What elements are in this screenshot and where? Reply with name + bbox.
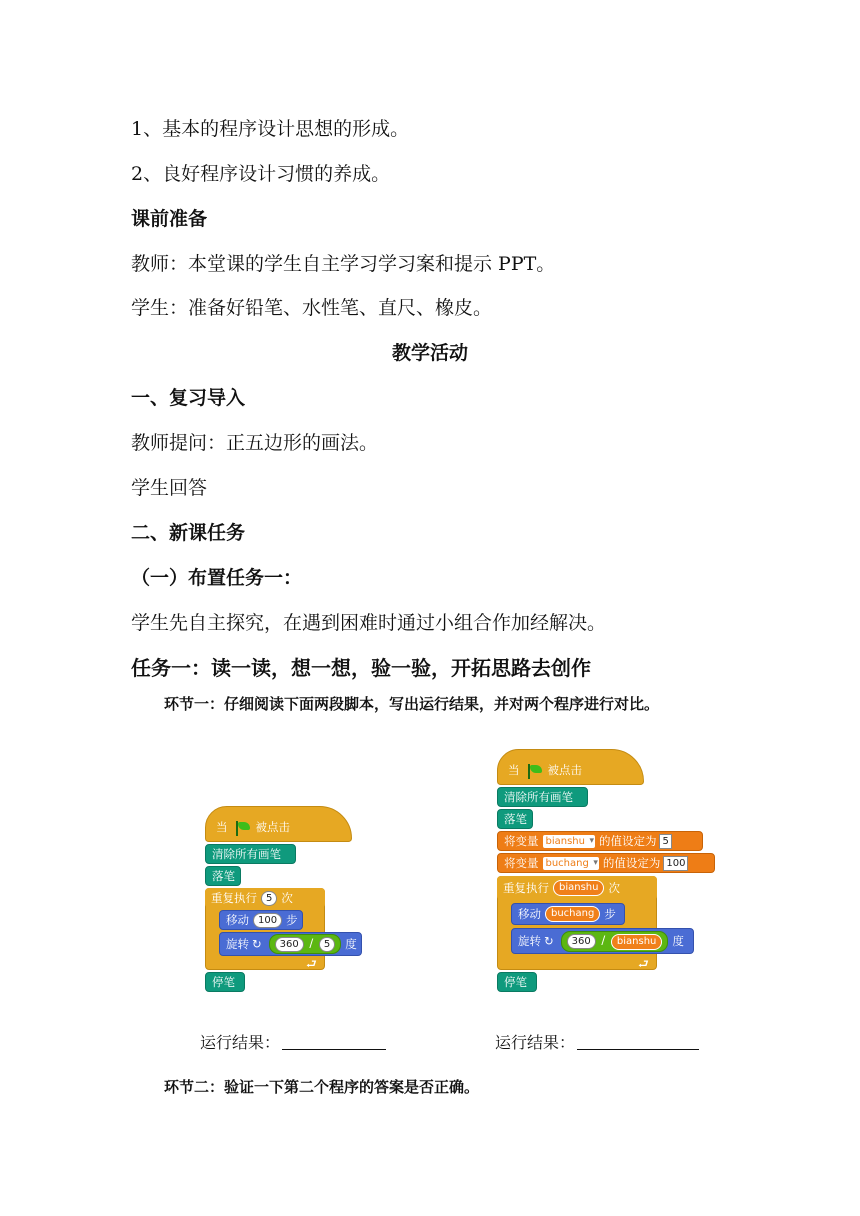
- teacher-prep: 教师：本堂课的学生自主学习学习案和提示 PPT。: [131, 253, 556, 275]
- hat-clicked-label: 被点击: [255, 820, 290, 834]
- repeat-times-label: 次: [281, 891, 293, 905]
- hat-when-label: 当: [508, 763, 520, 777]
- repeat-label: 重复执行: [211, 891, 257, 905]
- turn-block-2: [511, 928, 694, 954]
- result-2-label: 运行结果：: [495, 1033, 576, 1052]
- hat-clicked-label: 被点击: [547, 763, 582, 777]
- goal-2: 2、良好程序设计习惯的养成。: [131, 163, 391, 185]
- divide-operator: [269, 934, 342, 954]
- move-label: 移动: [518, 907, 541, 921]
- pen-up-block-2: 停笔: [497, 972, 537, 992]
- divide-sign: /: [309, 936, 314, 950]
- divide-operator-2: [561, 931, 669, 952]
- pen-down-block: 落笔: [205, 866, 241, 886]
- goal-1: 1、基本的程序设计思想的形成。: [131, 118, 410, 140]
- result-2: [495, 1030, 699, 1053]
- result-2-blank[interactable]: [577, 1037, 699, 1050]
- move-label: 移动: [226, 913, 249, 927]
- result-1-blank[interactable]: [282, 1037, 386, 1050]
- var2-dropdown: buchang ▾: [543, 857, 599, 870]
- var2-value: 100: [663, 856, 688, 871]
- turn-block: [219, 932, 362, 956]
- turn-var: bianshu: [611, 934, 662, 950]
- rotate-cw-icon: ↻: [544, 934, 554, 948]
- loop-arrow-icon: ⮐: [638, 957, 649, 971]
- steps-label: 步: [604, 907, 616, 921]
- repeat-block: [205, 888, 325, 908]
- turn-label: 旋转: [518, 934, 541, 948]
- move-steps: 100: [253, 913, 282, 928]
- turn-numerator: 360: [275, 937, 304, 952]
- step2-instruction: 环节二：验证一下第二个程序的答案是否正确。: [164, 1078, 480, 1096]
- set-to-label: 的值设定为: [598, 834, 657, 848]
- move-var: buchang: [545, 906, 600, 922]
- set-var-label: 将变量: [504, 856, 539, 870]
- move-block: [219, 910, 303, 930]
- task1-heading: 任务一：读一读，想一想，验一验，开拓思路去创作: [131, 656, 591, 680]
- steps-label: 步: [286, 913, 298, 927]
- result-1-label: 运行结果：: [200, 1033, 281, 1052]
- clear-block: 清除所有画笔: [205, 844, 296, 864]
- set-bianshu-block: [497, 831, 703, 851]
- repeat-times-label: 次: [608, 881, 620, 895]
- repeat-var: bianshu: [553, 880, 604, 896]
- var1-dropdown: bianshu ▾: [543, 835, 595, 848]
- set-var-label: 将变量: [504, 834, 539, 848]
- rotate-cw-icon: ↻: [252, 937, 262, 951]
- prep-heading: 课前准备: [131, 208, 208, 230]
- turn-numerator: 360: [567, 934, 596, 949]
- task-description: 学生先自主探究，在遇到困难时通过小组合作加经解决。: [131, 612, 607, 634]
- repeat-count: 5: [261, 891, 277, 906]
- turn-denominator: 5: [319, 937, 335, 952]
- teacher-question: 教师提问：正五边形的画法。: [131, 432, 379, 454]
- green-flag-icon: [234, 821, 250, 835]
- student-prep: 学生：准备好铅笔、水性笔、直尺、橡皮。: [131, 297, 493, 319]
- hat-when-label: 当: [216, 820, 228, 834]
- green-flag-icon: [526, 764, 542, 778]
- set-to-label: 的值设定为: [602, 856, 661, 870]
- section-review: 一、复习导入: [131, 387, 246, 409]
- pen-down-block-2: 落笔: [497, 809, 533, 829]
- task-assign: （一）布置任务一：: [131, 567, 303, 589]
- step1-instruction: 环节一：仔细阅读下面两段脚本，写出运行结果，并对两个程序进行对比。: [164, 695, 660, 713]
- student-answer: 学生回答: [131, 477, 208, 499]
- repeat-label: 重复执行: [503, 881, 549, 895]
- var1-value: 5: [659, 834, 671, 849]
- clear-block-2: 清除所有画笔: [497, 787, 588, 807]
- degrees-label: 度: [345, 937, 357, 951]
- repeat-block-2: [497, 876, 657, 900]
- move-block-2: [511, 903, 625, 925]
- pen-up-block: 停笔: [205, 972, 245, 992]
- turn-label: 旋转: [226, 937, 249, 951]
- when-flag-clicked-block: [205, 806, 352, 842]
- result-1: [200, 1030, 386, 1053]
- section-new-task: 二、新课任务: [131, 522, 246, 544]
- degrees-label: 度: [672, 934, 684, 948]
- activity-heading: 教学活动: [391, 342, 468, 364]
- divide-sign: /: [601, 932, 606, 947]
- set-buchang-block: [497, 853, 715, 873]
- when-flag-clicked-block-2: [497, 749, 644, 785]
- loop-arrow-icon: ⮐: [306, 957, 317, 971]
